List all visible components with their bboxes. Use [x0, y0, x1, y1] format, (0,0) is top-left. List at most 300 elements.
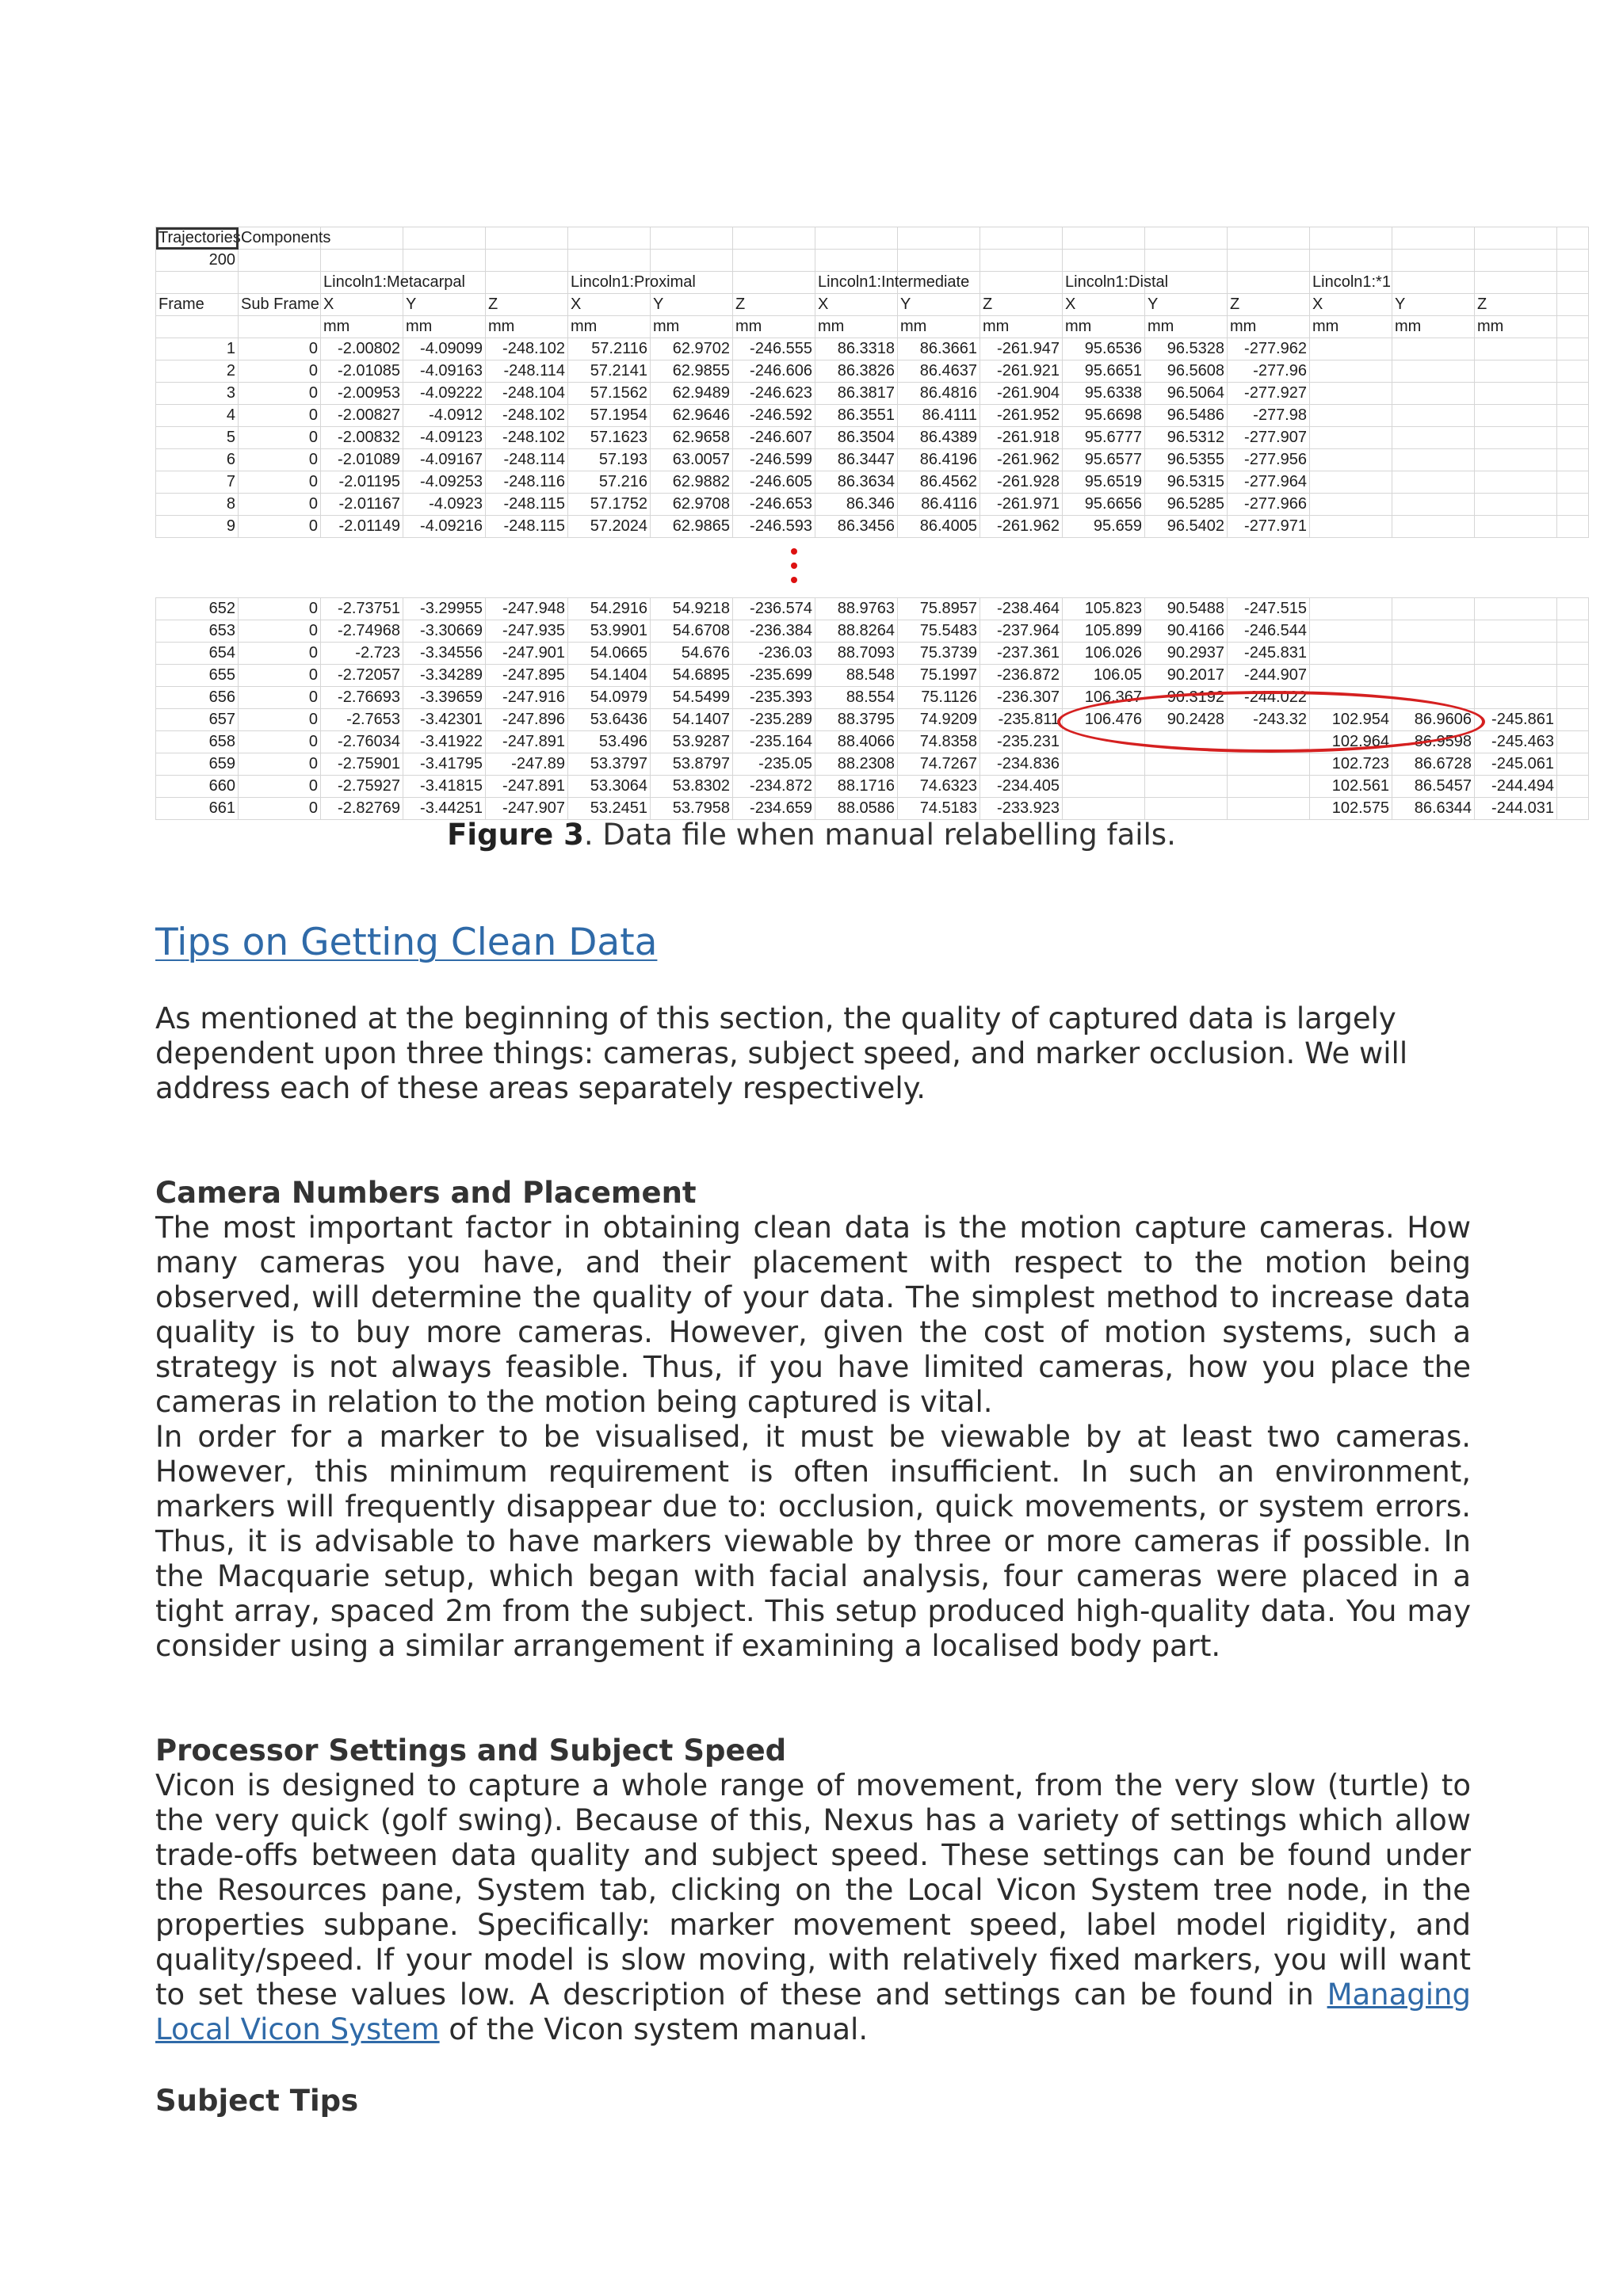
sheet-cell: 54.1407: [651, 709, 733, 731]
sheet-cell: mm: [651, 316, 733, 338]
sheet-cell: 88.554: [815, 687, 898, 709]
sheet-cell: 53.9287: [651, 731, 733, 753]
sheet-cell: -2.00832: [321, 427, 403, 449]
sheet-cell: -2.74968: [321, 620, 403, 643]
sheet-cell: 53.496: [568, 731, 651, 753]
sheet-cell: [1145, 227, 1228, 250]
sheet-cell: [486, 227, 568, 250]
sheet-cell: 657: [156, 709, 239, 731]
sheet-cell: mm: [898, 316, 980, 338]
sheet-cell: -277.956: [1228, 449, 1310, 471]
sheet-cell: [1228, 776, 1310, 798]
sheet-cell: -261.947: [980, 338, 1063, 360]
sheet-cell: mm: [321, 316, 403, 338]
sheet-cell: -248.115: [486, 516, 568, 538]
sheet-cell: -238.464: [980, 598, 1063, 620]
sheet-cell: -3.29955: [403, 598, 486, 620]
sheet-cell: -245.061: [1475, 753, 1557, 776]
sheet-cell: 86.4116: [898, 494, 980, 516]
sheet-cell: [1392, 383, 1475, 405]
sheet-cell: [1310, 620, 1392, 643]
camera-heading: Camera Numbers and Placement: [155, 1176, 697, 1210]
sheet-cell: -277.98: [1228, 405, 1310, 427]
sheet-cell: [1475, 494, 1557, 516]
sheet-cell: 105.823: [1063, 598, 1145, 620]
sheet-cell: Y: [1145, 294, 1228, 316]
sheet-cell: [1310, 227, 1392, 250]
sheet-cell: -237.361: [980, 643, 1063, 665]
sheet-cell: -261.962: [980, 449, 1063, 471]
sheet-cell: 102.954: [1310, 709, 1392, 731]
processor-paragraph: [155, 1768, 1471, 2047]
sheet-cell: -246.599: [733, 449, 815, 471]
sheet-cell: 62.9702: [651, 338, 733, 360]
sheet-cell: -4.09167: [403, 449, 486, 471]
sheet-cell: Lincoln1:Metacarpal: [321, 272, 403, 294]
sheet-cell: -236.872: [980, 665, 1063, 687]
sheet-cell: Z: [733, 294, 815, 316]
sheet-cell: 96.5328: [1145, 338, 1228, 360]
sheet-cell: -2.75901: [321, 753, 403, 776]
sheet-cell: 86.4111: [898, 405, 980, 427]
sheet-cell: 0: [239, 776, 321, 798]
sheet-cell: -2.01085: [321, 360, 403, 383]
sheet-cell: 8: [156, 494, 239, 516]
sheet-cell: 102.964: [1310, 731, 1392, 753]
sheet-cell: mm: [1145, 316, 1228, 338]
sheet-cell: -246.623: [733, 383, 815, 405]
sheet-cell: -2.01149: [321, 516, 403, 538]
sheet-cell: [1475, 620, 1557, 643]
sheet-cell: 53.8797: [651, 753, 733, 776]
sheet-cell: 53.9901: [568, 620, 651, 643]
sheet-cell: [898, 250, 980, 272]
sheet-cell: Trajectories: [156, 227, 239, 250]
sheet-cell: 0: [239, 798, 321, 820]
sheet-cell: [1557, 709, 1589, 731]
sheet-cell: 96.5486: [1145, 405, 1228, 427]
sheet-cell: [1557, 731, 1589, 753]
sheet-cell: -248.114: [486, 360, 568, 383]
sheet-cell: [403, 227, 486, 250]
sheet-cell: Lincoln1:Proximal: [568, 272, 651, 294]
sheet-cell: -3.39659: [403, 687, 486, 709]
processor-tail: of the Vicon system manual.: [439, 2012, 869, 2046]
sheet-cell: 95.6651: [1063, 360, 1145, 383]
sheet-cell: [1145, 250, 1228, 272]
sheet-cell: [1557, 471, 1589, 494]
processor-text: Vicon is designed to capture a whole range of movement, from the very slow (turtle) to the very quick (golf swing). Because of this, Nexus has a variety of settings which allow trade-offs between data quality and subject speed. These settings can be found under the Resources pane, System tab, clicking on the Local Vicon System tree node, in the properties subpane. Specifically: marker movement speed, label model rigidity, and quality/speed. If your model is slow moving, with relatively fixed markers, you will want to set these values low. A description of these and settings can be found in: [155, 1768, 1471, 2012]
intro-paragraph: [155, 1001, 1471, 1106]
sheet-cell: 57.216: [568, 471, 651, 494]
sheet-cell: [1392, 427, 1475, 449]
sheet-cell: 86.3817: [815, 383, 898, 405]
spreadsheet-top: [155, 227, 1589, 538]
sheet-cell: 102.561: [1310, 776, 1392, 798]
sheet-cell: 75.8957: [898, 598, 980, 620]
sheet-cell: -2.01167: [321, 494, 403, 516]
sheet-cell: -3.30669: [403, 620, 486, 643]
sheet-cell: [568, 250, 651, 272]
sheet-cell: [1557, 620, 1589, 643]
sheet-cell: 74.9209: [898, 709, 980, 731]
sheet-cell: -2.00802: [321, 338, 403, 360]
sheet-cell: [980, 272, 1063, 294]
sheet-cell: 54.9218: [651, 598, 733, 620]
sheet-row: [156, 709, 1589, 731]
sheet-cell: 53.3064: [568, 776, 651, 798]
sheet-cell: Sub Frame: [239, 294, 321, 316]
sheet-cell: 0: [239, 598, 321, 620]
sheet-cell: 88.3795: [815, 709, 898, 731]
managing-local-vicon-link[interactable]: Managing Local Vicon System: [155, 1978, 1471, 2046]
sheet-cell: [1310, 338, 1392, 360]
sheet-cell: 7: [156, 471, 239, 494]
sheet-cell: -235.811: [980, 709, 1063, 731]
sheet-cell: -4.0912: [403, 405, 486, 427]
sheet-row: [156, 687, 1589, 709]
sheet-cell: -235.393: [733, 687, 815, 709]
sheet-cell: X: [1063, 294, 1145, 316]
sheet-cell: -234.405: [980, 776, 1063, 798]
sheet-cell: 95.6338: [1063, 383, 1145, 405]
sheet-cell: [486, 250, 568, 272]
sheet-cell: -2.723: [321, 643, 403, 665]
sheet-cell: -2.76034: [321, 731, 403, 753]
sheet-cell: [1392, 494, 1475, 516]
sheet-cell: -261.904: [980, 383, 1063, 405]
sheet-cell: [1310, 665, 1392, 687]
sheet-cell: [1475, 427, 1557, 449]
sheet-cell: [1063, 731, 1145, 753]
sheet-cell: [1557, 776, 1589, 798]
sheet-cell: -248.102: [486, 427, 568, 449]
sheet-cell: 88.7093: [815, 643, 898, 665]
sheet-cell: -245.861: [1475, 709, 1557, 731]
sheet-row: [156, 449, 1589, 471]
sheet-cell: -235.05: [733, 753, 815, 776]
sheet-row: [156, 427, 1589, 449]
sheet-cell: mm: [733, 316, 815, 338]
sheet-row: [156, 620, 1589, 643]
sheet-cell: [1310, 405, 1392, 427]
sheet-cell: 75.3739: [898, 643, 980, 665]
sheet-cell: 75.1126: [898, 687, 980, 709]
sheet-cell: -2.01089: [321, 449, 403, 471]
sheet-cell: -4.09163: [403, 360, 486, 383]
sheet-cell: [1392, 598, 1475, 620]
sheet-cell: -246.544: [1228, 620, 1310, 643]
sheet-cell: -244.494: [1475, 776, 1557, 798]
sheet-cell: [1557, 494, 1589, 516]
sheet-cell: -247.948: [486, 598, 568, 620]
sheet-cell: [1310, 250, 1392, 272]
sheet-cell: [1392, 643, 1475, 665]
sheet-cell: -247.901: [486, 643, 568, 665]
sheet-cell: 88.8264: [815, 620, 898, 643]
sheet-cell: -247.896: [486, 709, 568, 731]
sheet-row: [156, 598, 1589, 620]
sheet-cell: [1475, 338, 1557, 360]
sheet-cell: 6: [156, 449, 239, 471]
sheet-cell: -3.34289: [403, 665, 486, 687]
sheet-cell: [733, 227, 815, 250]
sheet-cell: 86.346: [815, 494, 898, 516]
sheet-cell: 74.6323: [898, 776, 980, 798]
sheet-cell: [1310, 383, 1392, 405]
sheet-cell: 57.1954: [568, 405, 651, 427]
sheet-cell: Z: [486, 294, 568, 316]
sheet-cell: -235.231: [980, 731, 1063, 753]
sheet-cell: 88.2308: [815, 753, 898, 776]
sheet-cell: 0: [239, 620, 321, 643]
sheet-cell: 3: [156, 383, 239, 405]
sheet-row: [156, 227, 1589, 250]
sheet-cell: -237.964: [980, 620, 1063, 643]
sheet-cell: -247.895: [486, 665, 568, 687]
sheet-row: [156, 731, 1589, 753]
sheet-cell: 96.5064: [1145, 383, 1228, 405]
sheet-cell: Lincoln1:*1: [1310, 272, 1392, 294]
sheet-cell: 653: [156, 620, 239, 643]
sheet-cell: mm: [980, 316, 1063, 338]
sheet-cell: Z: [1228, 294, 1310, 316]
sheet-cell: 0: [239, 494, 321, 516]
sheet-cell: 2: [156, 360, 239, 383]
sheet-cell: [1392, 665, 1475, 687]
sheet-cell: 102.723: [1310, 753, 1392, 776]
sheet-cell: [1557, 687, 1589, 709]
sheet-cell: -2.01195: [321, 471, 403, 494]
sheet-cell: [239, 316, 321, 338]
sheet-cell: -248.102: [486, 338, 568, 360]
sheet-cell: -248.104: [486, 383, 568, 405]
sheet-cell: 90.2428: [1145, 709, 1228, 731]
sheet-cell: 86.4196: [898, 449, 980, 471]
sheet-cell: [1392, 620, 1475, 643]
sheet-cell: [1063, 753, 1145, 776]
sheet-cell: [1145, 731, 1228, 753]
sheet-cell: X: [815, 294, 898, 316]
sheet-cell: [1475, 405, 1557, 427]
sheet-cell: 57.1623: [568, 427, 651, 449]
sheet-cell: -248.115: [486, 494, 568, 516]
sheet-cell: [815, 227, 898, 250]
sheet-cell: mm: [1475, 316, 1557, 338]
sheet-cell: mm: [486, 316, 568, 338]
caption-label: Figure 3: [447, 818, 584, 852]
sheet-cell: [1063, 776, 1145, 798]
sheet-cell: 57.2141: [568, 360, 651, 383]
sheet-cell: Y: [651, 294, 733, 316]
sheet-cell: 90.2937: [1145, 643, 1228, 665]
sheet-cell: 0: [239, 753, 321, 776]
sheet-cell: 5: [156, 427, 239, 449]
sheet-cell: -277.971: [1228, 516, 1310, 538]
sheet-cell: 86.3661: [898, 338, 980, 360]
sheet-cell: -2.75927: [321, 776, 403, 798]
sheet-cell: 88.9763: [815, 598, 898, 620]
sheet-row: [156, 272, 1589, 294]
sheet-cell: -235.289: [733, 709, 815, 731]
sheet-cell: 86.5457: [1392, 776, 1475, 798]
sheet-cell: [1557, 338, 1589, 360]
sheet-cell: [1557, 798, 1589, 820]
sheet-cell: mm: [1228, 316, 1310, 338]
sheet-cell: 62.9865: [651, 516, 733, 538]
sheet-cell: 96.5608: [1145, 360, 1228, 383]
sheet-row: [156, 250, 1589, 272]
sheet-cell: [1228, 753, 1310, 776]
sheet-cell: -261.971: [980, 494, 1063, 516]
sheet-cell: 86.4389: [898, 427, 980, 449]
sheet-cell: 62.9882: [651, 471, 733, 494]
sheet-cell: [1475, 250, 1557, 272]
sheet-cell: -234.836: [980, 753, 1063, 776]
sheet-cell: [1557, 360, 1589, 383]
sheet-cell: [1557, 294, 1589, 316]
sheet-cell: [1145, 776, 1228, 798]
sheet-cell: 0: [239, 643, 321, 665]
sheet-cell: -261.962: [980, 516, 1063, 538]
sheet-cell: [1557, 227, 1589, 250]
sheet-cell: 96.5355: [1145, 449, 1228, 471]
sheet-row: [156, 776, 1589, 798]
sheet-cell: [1228, 227, 1310, 250]
sheet-cell: [1310, 360, 1392, 383]
sheet-cell: 54.0979: [568, 687, 651, 709]
sheet-cell: [980, 227, 1063, 250]
sheet-cell: 96.5312: [1145, 427, 1228, 449]
sheet-cell: 654: [156, 643, 239, 665]
sheet-cell: -248.102: [486, 405, 568, 427]
sheet-cell: 54.676: [651, 643, 733, 665]
sheet-cell: 74.8358: [898, 731, 980, 753]
camera-paragraph-1: The most important factor in obtaining clean data is the motion capture cameras. How many cameras you have, and their placement with respect to the motion being observed, will determine the quality of your data. The simplest method to increase data quality is to buy more cameras. However, given the cost of motion systems, such a strategy is not always feasible. Thus, if you have limited cameras, how you place the cameras in relation to the motion being captured is vital.: [155, 1211, 1471, 1419]
sheet-cell: [403, 250, 486, 272]
sheet-cell: -277.964: [1228, 471, 1310, 494]
sheet-cell: 53.8302: [651, 776, 733, 798]
sheet-cell: 106.476: [1063, 709, 1145, 731]
sheet-cell: -2.76693: [321, 687, 403, 709]
sheet-cell: 75.1997: [898, 665, 980, 687]
sheet-cell: [1475, 598, 1557, 620]
sheet-cell: -244.031: [1475, 798, 1557, 820]
sheet-cell: -3.41815: [403, 776, 486, 798]
sheet-cell: 96.5402: [1145, 516, 1228, 538]
sheet-cell: 96.5315: [1145, 471, 1228, 494]
sheet-cell: 86.3826: [815, 360, 898, 383]
section-heading[interactable]: Tips on Getting Clean Data: [155, 921, 658, 964]
sheet-cell: 0: [239, 665, 321, 687]
sheet-cell: [1475, 665, 1557, 687]
sheet-cell: -4.09099: [403, 338, 486, 360]
sheet-cell: -277.927: [1228, 383, 1310, 405]
sheet-cell: -2.72057: [321, 665, 403, 687]
sheet-cell: -246.607: [733, 427, 815, 449]
sheet-cell: 86.9598: [1392, 731, 1475, 753]
sheet-cell: 9: [156, 516, 239, 538]
sheet-cell: 0: [239, 731, 321, 753]
intro-text: As mentioned at the beginning of this section, the quality of captured data is largely dependent upon three things: cameras, subject speed, and marker occlusion. We will address each of these areas separately respectively.: [155, 1001, 1408, 1105]
sheet-cell: -234.872: [733, 776, 815, 798]
sheet-cell: 86.6728: [1392, 753, 1475, 776]
sheet-cell: 53.6436: [568, 709, 651, 731]
sheet-cell: [1557, 449, 1589, 471]
sheet-cell: [1063, 227, 1145, 250]
sheet-cell: [980, 250, 1063, 272]
sheet-cell: 88.548: [815, 665, 898, 687]
ellipsis-dots: [789, 548, 799, 599]
sheet-cell: 86.6344: [1392, 798, 1475, 820]
sheet-cell: 95.6519: [1063, 471, 1145, 494]
sheet-cell: [1392, 687, 1475, 709]
sheet-cell: 1: [156, 338, 239, 360]
sheet-row: [156, 798, 1589, 820]
sheet-row: [156, 294, 1589, 316]
sheet-cell: Y: [403, 294, 486, 316]
sheet-cell: [1310, 449, 1392, 471]
sheet-cell: [1310, 516, 1392, 538]
sheet-row: [156, 316, 1589, 338]
sheet-cell: 200: [156, 250, 239, 272]
camera-section: [155, 1176, 1471, 1664]
sheet-row: [156, 665, 1589, 687]
sheet-cell: -235.699: [733, 665, 815, 687]
sheet-cell: 62.9855: [651, 360, 733, 383]
sheet-cell: [156, 272, 239, 294]
sheet-cell: [1475, 643, 1557, 665]
sheet-cell: 90.4166: [1145, 620, 1228, 643]
sheet-cell: [1475, 272, 1557, 294]
sheet-cell: 57.2024: [568, 516, 651, 538]
sheet-cell: 86.4562: [898, 471, 980, 494]
sheet-cell: -246.593: [733, 516, 815, 538]
sheet-cell: -247.89: [486, 753, 568, 776]
sheet-cell: [1392, 516, 1475, 538]
sheet-cell: -4.09123: [403, 427, 486, 449]
sheet-cell: -246.605: [733, 471, 815, 494]
sheet-cell: -248.116: [486, 471, 568, 494]
sheet-cell: 0: [239, 338, 321, 360]
sheet-cell: 95.659: [1063, 516, 1145, 538]
sheet-cell: 0: [239, 427, 321, 449]
sheet-cell: 86.3318: [815, 338, 898, 360]
sheet-cell: mm: [1310, 316, 1392, 338]
sheet-cell: -2.7653: [321, 709, 403, 731]
sheet-cell: X: [1310, 294, 1392, 316]
sheet-cell: -236.307: [980, 687, 1063, 709]
sheet-cell: 0: [239, 709, 321, 731]
sheet-cell: [1145, 798, 1228, 820]
sheet-cell: -245.831: [1228, 643, 1310, 665]
subject-heading: Subject Tips: [155, 2084, 359, 2118]
sheet-cell: mm: [403, 316, 486, 338]
sheet-cell: [1557, 598, 1589, 620]
sheet-cell: 652: [156, 598, 239, 620]
sheet-cell: 86.3447: [815, 449, 898, 471]
sheet-cell: 88.1716: [815, 776, 898, 798]
sheet-cell: -247.891: [486, 776, 568, 798]
sheet-row: [156, 360, 1589, 383]
sheet-row: [156, 753, 1589, 776]
sheet-cell: 57.193: [568, 449, 651, 471]
sheet-cell: 53.2451: [568, 798, 651, 820]
sheet-cell: -247.935: [486, 620, 568, 643]
sheet-cell: -3.41795: [403, 753, 486, 776]
sheet-cell: 106.026: [1063, 643, 1145, 665]
sheet-cell: 96.5285: [1145, 494, 1228, 516]
